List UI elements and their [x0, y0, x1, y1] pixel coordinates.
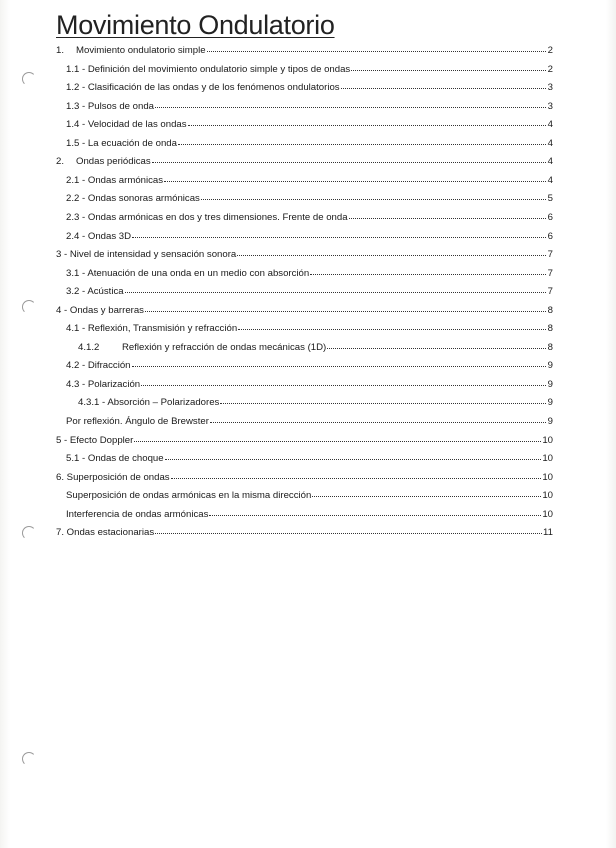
- toc-entry[interactable]: [66, 117, 553, 131]
- toc-entry-page: 9: [547, 397, 553, 409]
- toc-leader-dots: [207, 42, 546, 52]
- toc-entry-label: 1.4 - Velocidad de las ondas: [66, 119, 187, 131]
- toc-entry-label: Reflexión y refracción de ondas mecánicas (1D): [122, 341, 327, 353]
- toc-entry[interactable]: [78, 395, 553, 409]
- toc-entry-page: 4: [547, 174, 553, 186]
- toc-entry-label: 2.4 - Ondas 3D: [66, 230, 132, 242]
- toc-entry[interactable]: [66, 136, 553, 150]
- toc-entry-label: 4 - Ondas y barreras: [56, 304, 144, 316]
- toc-entry[interactable]: [66, 229, 553, 243]
- toc-entry-number: 1.: [56, 45, 65, 56]
- toc-entry-label: Superposición de ondas armónicas en la misma dirección: [66, 490, 312, 502]
- toc-entry-label: 4.3 - Polarización: [66, 378, 141, 390]
- toc-entry-page: 10: [542, 490, 553, 502]
- toc-entry-page: 10: [542, 508, 553, 520]
- toc-entry[interactable]: [56, 247, 553, 261]
- toc-leader-dots: [178, 135, 546, 145]
- toc-leader-dots: [134, 432, 541, 442]
- toc-leader-dots: [145, 302, 546, 312]
- toc-entry-page: 7: [547, 267, 553, 279]
- toc-leader-dots: [132, 228, 546, 238]
- toc-entry[interactable]: [56, 525, 553, 539]
- toc-entry[interactable]: [66, 321, 553, 335]
- toc-entry-label: Ondas periódicas: [76, 156, 151, 168]
- toc-leader-dots: [351, 61, 546, 71]
- toc-entry-page: 4: [547, 119, 553, 131]
- toc-entry-label: Movimiento ondulatorio simple: [76, 45, 206, 56]
- toc-entry-page: 3: [547, 100, 553, 112]
- toc-leader-dots: [220, 394, 546, 404]
- toc-leader-dots: [210, 413, 546, 423]
- toc-leader-dots: [312, 487, 541, 497]
- toc-entry-label: Interferencia de ondas armónicas: [66, 508, 209, 520]
- toc-entry[interactable]: [56, 303, 553, 317]
- toc-entry[interactable]: [66, 358, 553, 372]
- toc-entry-page: 4: [547, 137, 553, 149]
- punch-hole-mark: [22, 752, 36, 766]
- toc-leader-dots: [165, 450, 542, 460]
- toc-entry-label: 3 - Nivel de intensidad y sensación sonora: [56, 249, 237, 261]
- toc-entry[interactable]: [56, 154, 553, 168]
- toc-entry-label: 1.1 - Definición del movimiento ondulatorio simple y tipos de ondas: [66, 63, 351, 75]
- toc-entry-page: 10: [542, 453, 553, 465]
- toc-entry-page: 7: [547, 286, 553, 298]
- toc-entry[interactable]: [56, 43, 553, 57]
- toc-entry-label: 4.3.1 - Absorción – Polarizadores: [78, 397, 220, 409]
- toc-leader-dots: [237, 246, 546, 256]
- toc-entry-page: 10: [542, 471, 553, 483]
- toc-leader-dots: [341, 79, 546, 89]
- toc-leader-dots: [152, 153, 546, 163]
- toc-leader-dots: [201, 190, 546, 200]
- toc-entry-label: 4.1 - Reflexión, Transmisión y refracción: [66, 323, 238, 335]
- toc-entry-page: 3: [547, 82, 553, 94]
- toc-entry-label: 2.2 - Ondas sonoras armónicas: [66, 193, 200, 205]
- toc-entry-page: 2: [547, 45, 553, 56]
- toc-entry-page: 6: [547, 211, 553, 223]
- toc-entry-page: 9: [547, 360, 553, 372]
- toc-entry-label: Por reflexión. Ángulo de Brewster: [66, 416, 209, 427]
- toc-entry-label: 2.3 - Ondas armónicas en dos y tres dimensiones. Frente de onda: [66, 211, 348, 223]
- toc-entry-label: 5.1 - Ondas de choque: [66, 453, 164, 465]
- toc-entry-label: 4.2 - Difracción: [66, 360, 131, 372]
- toc-entry[interactable]: [56, 433, 553, 447]
- toc-entry-label: 6. Superposición de ondas: [56, 471, 170, 483]
- toc-entry-page: 8: [547, 304, 553, 316]
- toc-leader-dots: [327, 339, 546, 349]
- toc-entry-label: 5 - Efecto Doppler: [56, 434, 134, 446]
- toc-entry-page: 11: [543, 527, 553, 539]
- toc-entry-number: 4.1.2: [78, 341, 100, 353]
- toc-entry-page: 10: [542, 434, 553, 446]
- toc-entry[interactable]: [66, 488, 553, 502]
- toc-entry-page: 7: [547, 249, 553, 261]
- toc-leader-dots: [310, 265, 546, 275]
- toc-entry-page: 2: [547, 63, 553, 75]
- toc-leader-dots: [171, 469, 542, 479]
- toc-entry[interactable]: [66, 451, 553, 465]
- toc-entry[interactable]: [66, 210, 553, 224]
- toc-leader-dots: [209, 506, 541, 516]
- toc-entry[interactable]: [66, 284, 553, 298]
- toc-entry[interactable]: [66, 266, 553, 280]
- toc-leader-dots: [125, 283, 546, 293]
- toc-leader-dots: [164, 172, 546, 182]
- toc-entry[interactable]: [66, 414, 553, 428]
- toc-leader-dots: [141, 376, 546, 386]
- toc-entry-label: 3.1 - Atenuación de una onda en un medio con absorción: [66, 267, 310, 279]
- toc-entry-number: 2.: [56, 156, 65, 168]
- toc-entry[interactable]: [56, 470, 553, 484]
- toc-leader-dots: [132, 357, 546, 367]
- toc-entry-page: 6: [547, 230, 553, 242]
- toc-leader-dots: [188, 116, 546, 126]
- toc-entry-page: 8: [547, 323, 553, 335]
- toc-entry[interactable]: [66, 62, 553, 76]
- toc-entry[interactable]: [66, 377, 553, 391]
- toc-entry-label: 3.2 - Acústica: [66, 286, 124, 298]
- toc-entry[interactable]: [66, 191, 553, 205]
- toc-leader-dots: [155, 98, 546, 108]
- toc-leader-dots: [349, 209, 546, 219]
- punch-hole-mark: [22, 526, 36, 540]
- toc-entry-label: 1.5 - La ecuación de onda: [66, 137, 177, 149]
- toc-entry[interactable]: [66, 507, 553, 521]
- toc-entry[interactable]: [66, 173, 553, 187]
- toc-entry-label: 7. Ondas estacionarias: [56, 527, 155, 539]
- toc-entry-label: 2.1 - Ondas armónicas: [66, 174, 164, 186]
- toc-entry-label: 1.2 - Clasificación de las ondas y de los fenómenos ondulatorios: [66, 82, 340, 94]
- punch-hole-mark: [22, 300, 36, 314]
- toc-entry[interactable]: [66, 99, 553, 113]
- toc-leader-dots: [155, 524, 542, 534]
- toc-entry-page: 5: [547, 193, 553, 205]
- punch-hole-mark: [22, 72, 36, 86]
- toc-entry-page: 8: [547, 341, 553, 353]
- toc-entry-label: 1.3 - Pulsos de onda: [66, 100, 155, 112]
- toc-entry-page: 4: [547, 156, 553, 168]
- document-title: Movimiento Ondulatorio: [56, 10, 335, 40]
- toc-entry[interactable]: [66, 80, 553, 94]
- toc-entry-page: 9: [547, 378, 553, 390]
- toc-entry[interactable]: [78, 340, 553, 354]
- toc-entry-page: 9: [547, 416, 553, 427]
- toc-leader-dots: [238, 320, 546, 330]
